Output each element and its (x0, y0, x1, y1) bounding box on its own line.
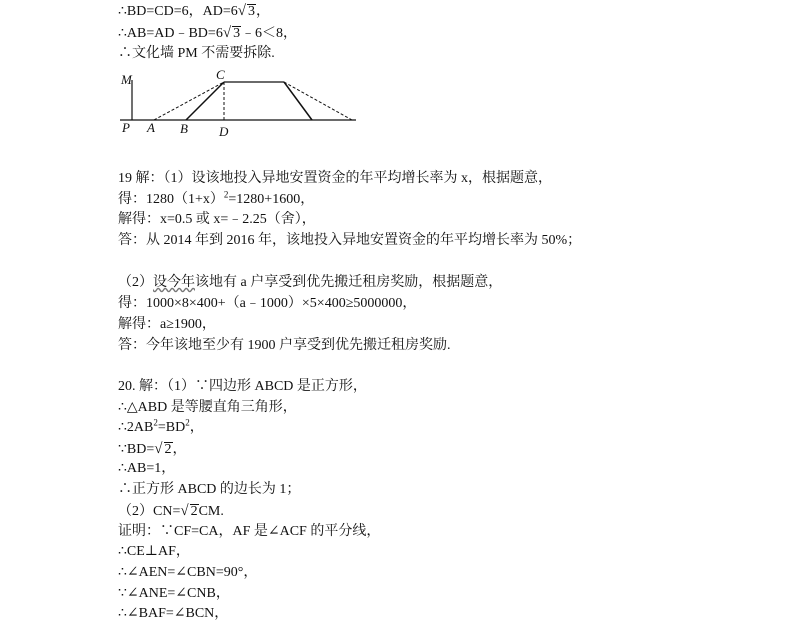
sqrt-sign: √ (222, 25, 232, 41)
label-p: P (122, 120, 130, 135)
superscript: 2 (185, 417, 190, 428)
text-segment: =BD (157, 420, 186, 435)
text-line: 答：今年该地至少有 1900 户享受到优先搬迁租房奖励. (118, 338, 451, 353)
text-line: 答：从 2014 年到 2016 年，该地投入异地安置资金的年平均增长率为 50%； (118, 233, 582, 248)
text-line: 解得：x=0.5 或 x=﹣2.25（舍）， (118, 212, 316, 227)
text-line: 得：1000×8×400+（a﹣1000）×5×400≥5000000， (118, 296, 417, 311)
label-m: M (121, 72, 132, 87)
sqrt-sign: √ (237, 3, 246, 19)
text-segment: ， (172, 442, 187, 457)
text-segment: 得：1280（1+x） (118, 192, 224, 207)
text-line (118, 502, 224, 521)
text-segment: ， (189, 420, 204, 435)
dashed-right (284, 82, 352, 120)
slope-bc (186, 82, 224, 120)
text-line: ∴正方形 ABCD 的边长为 1； (118, 482, 301, 497)
text-line (118, 440, 187, 459)
text-segment: （2）CN= (118, 504, 181, 519)
text-segment: ∵BD= (118, 442, 155, 457)
text-line (118, 2, 270, 21)
text-line: ∴文化墙 PM 不需要拆除. (118, 46, 275, 61)
text-line (118, 274, 502, 292)
text-line (118, 419, 204, 437)
text-line: ∴△ABD 是等腰直角三角形， (118, 400, 297, 415)
text-line (118, 191, 314, 209)
slope-right (284, 82, 312, 120)
text-segment: ∴AB=AD﹣BD=6 (118, 26, 223, 41)
text-segment: ﹣6＜8， (241, 26, 298, 41)
superscript: 2 (153, 417, 158, 428)
sqrt-sign: √ (154, 441, 163, 457)
text-segment: CM. (198, 504, 224, 519)
geometry-figure (118, 66, 363, 142)
text-segment: ， (255, 4, 270, 19)
sqrt-radicand: 2 (190, 504, 198, 519)
text-line: 19 解：（1）设该地投入异地安置资金的年平均增长率为 x，根据题意， (118, 171, 552, 186)
label-c: C (216, 67, 225, 82)
text-segment: ∴BD=CD=6，AD=6 (118, 4, 238, 19)
text-line: 解得：a≥1900， (118, 317, 216, 332)
text-segment-underlined: 设今年 (153, 275, 195, 290)
dashed-ac (154, 82, 224, 120)
text-segment: =1280+1600， (228, 192, 315, 207)
label-d: D (219, 124, 229, 139)
text-line: ∴∠BAF=∠BCN， (118, 606, 229, 621)
text-line: 20. 解：（1）∵四边形 ABCD 是正方形， (118, 379, 367, 394)
text-line: 证明：∵CF=CA，AF 是∠ACF 的平分线， (118, 524, 381, 539)
text-line: ∴AB=1， (118, 461, 176, 476)
sqrt-radicand: 2 (164, 442, 172, 457)
sqrt-radicand: 3 (233, 26, 241, 41)
sqrt-sign: √ (180, 503, 189, 519)
text-segment: 该地有 a 户享受到优先搬迁租房奖励，根据题意， (195, 275, 503, 290)
text-line (118, 24, 297, 43)
text-line: ∴∠AEN=∠CBN=90°， (118, 565, 258, 580)
text-line: ∵∠ANE=∠CNB， (118, 586, 230, 601)
superscript: 2 (223, 189, 229, 200)
text-segment: ∴2AB (118, 420, 154, 435)
sqrt-radicand: 3 (247, 4, 255, 19)
text-segment: （2） (118, 275, 153, 290)
label-a: A (147, 120, 155, 135)
label-b: B (180, 121, 188, 136)
text-line: ∴CE⊥AF， (118, 544, 190, 559)
